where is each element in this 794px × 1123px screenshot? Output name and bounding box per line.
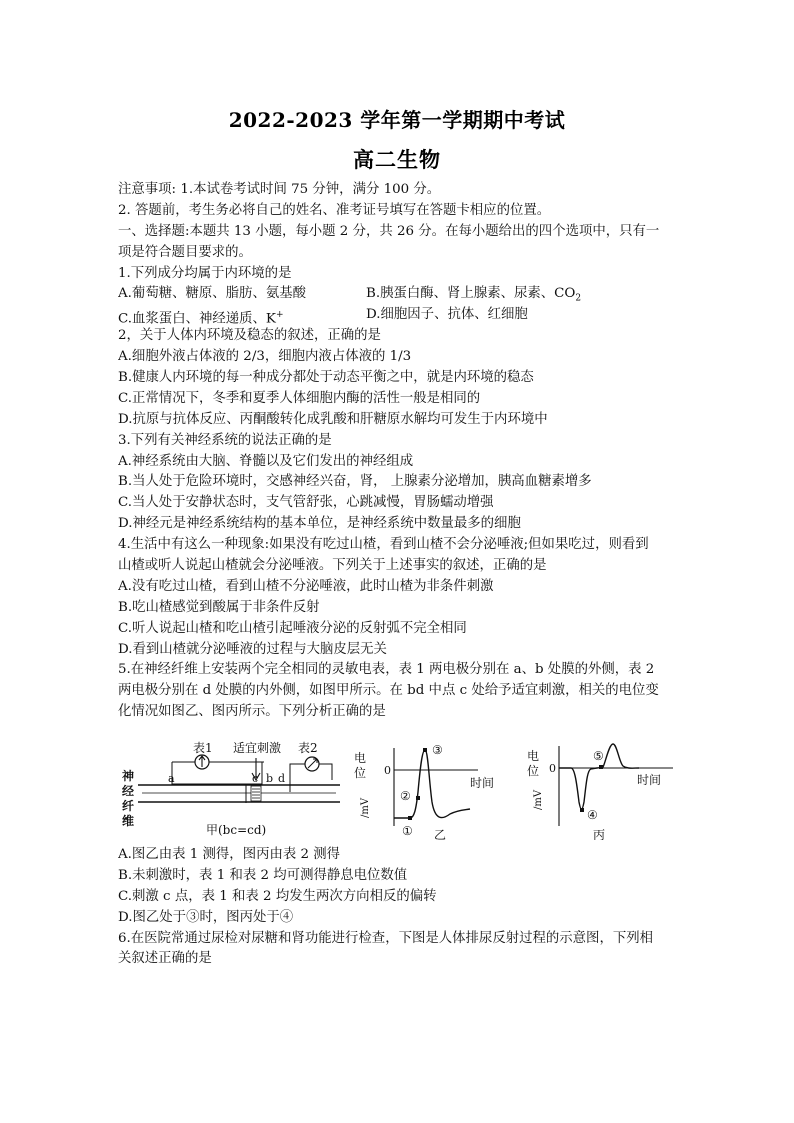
option: A.神经系统由大脑、脊髓以及它们发出的神经组成: [118, 453, 414, 469]
point-c-label: c: [252, 772, 259, 785]
option: B.未刺激时，表 1 和表 2 均可测得静息电位数值: [118, 867, 408, 883]
meter1-mask: [164, 756, 270, 764]
bing-ylabel: 位: [527, 764, 540, 778]
question-stem: 两电极分别在 d 处膜的内外侧，如图甲所示。在 bd 中点 c 处给予适宜刺激，相关的电位变: [118, 683, 659, 699]
bing-mark-5: ⑤: [593, 749, 604, 763]
section-heading: 一、选择题:本题共 13 小题，每小题 2 分，共 26 分。在每小题给出的四个选项中，只有一: [118, 223, 660, 239]
meter1-label: 表1: [193, 741, 213, 755]
yi-point-2: [416, 796, 420, 800]
yi-xlabel: 时间: [470, 776, 495, 790]
exam-body: [118, 180, 678, 723]
option: D.看到山楂就分泌唾液的过程与大脑皮层无关: [118, 641, 387, 657]
question-stem: 山楂或听人说起山楂就会分泌唾液。下列关于上述事实的叙述，正确的是: [118, 558, 547, 574]
question-stem: 6.在医院常通过尿检对尿糖和肾功能进行检查，下图是人体排尿反射过程的示意图，下列相: [118, 930, 654, 946]
yi-ylabel: 电: [354, 751, 367, 765]
option: C.正常情况下，冬季和夏季人体细胞内酶的活性一般是相同的: [118, 390, 481, 406]
figure-bing: [523, 740, 678, 840]
option: A.葡萄糖、糖原、脂肪、氨基酸: [118, 286, 307, 302]
option-row: [118, 305, 678, 326]
option: D.图乙处于③时，图丙处于④: [118, 909, 294, 925]
figure-yi-caption: 乙: [434, 828, 447, 840]
bing-ylabel: 电: [527, 749, 540, 763]
yi-point-1: [408, 816, 412, 820]
yi-mark-2: ②: [400, 789, 411, 803]
option: D.细胞因子、抗体、红细胞: [366, 307, 528, 323]
option: D.抗原与抗体反应、丙酮酸转化成乳酸和肝糖原水解均可发生于内环境中: [118, 411, 548, 427]
yi-point-3: [423, 748, 427, 752]
stimulus-label: 适宜刺激: [233, 741, 282, 755]
figure-jia: [118, 740, 343, 840]
option: D.神经元是神经系统结构的基本单位，是神经系统中数量最多的细胞: [118, 516, 521, 532]
option: C.当人处于安静状态时，支气管舒张，心跳减慢，胃肠蠕动增强: [118, 495, 494, 511]
nerve-fiber-label: 经: [122, 784, 135, 798]
meter1-leads: [172, 762, 264, 784]
figure-q5: [118, 740, 678, 840]
question-stem: 2，关于人体内环境及稳态的叙述，正确的是: [118, 328, 381, 344]
point-d-label: d: [278, 772, 286, 785]
note-line: 2. 答题前，考生务必将自己的姓名、准考证号填写在答题卡相应的位置。: [118, 202, 551, 218]
nerve-fiber-label: 纤: [122, 799, 135, 813]
section-heading: 项是符合题目要求的。: [118, 244, 252, 260]
bing-yunit: /mV: [533, 789, 544, 810]
nerve-fiber-label: 神: [122, 769, 135, 783]
question-stem: 4.生活中有这么一种现象:如果没有吃过山楂，看到山楂不会分泌唾液;但如果吃过，则看到: [118, 537, 649, 553]
option: A.细胞外液占体液的 2/3，细胞内液占体液的 1/3: [118, 349, 412, 365]
meter1-wire: [172, 762, 262, 784]
bing-mark-4: ④: [587, 808, 598, 822]
option: A.没有吃过山楂，看到山楂不分泌唾液，此时山楂为非条件刺激: [118, 578, 494, 594]
question-stem: 1.下列成分均属于内环境的是: [118, 265, 292, 281]
point-b-label: b: [266, 772, 274, 785]
bing-origin: 0: [549, 762, 556, 775]
question-stem: 关叙述正确的是: [118, 951, 212, 967]
figure-jia-caption: 甲(bc=cd): [206, 823, 267, 837]
option: C.血浆蛋白、神经递质、K+: [118, 310, 284, 327]
yi-ylabel: 位: [354, 766, 367, 780]
yi-curve: [394, 750, 470, 818]
exam-title: 2022-2023 学年第一学期期中考试: [228, 108, 566, 132]
yi-mark-3: ③: [432, 743, 443, 757]
yi-origin: 0: [384, 764, 391, 777]
option: B.胰蛋白酶、肾上腺素、尿素、$CO_2$: [366, 286, 582, 305]
figure-bing-caption: 丙: [593, 828, 606, 840]
bing-point-5: [599, 765, 603, 769]
note-line: 注意事项: 1.本试卷考试时间 75 分钟，满分 100 分。: [118, 182, 441, 197]
option: B.吃山楂感觉到酸属于非条件反射: [118, 599, 320, 615]
option-row: [118, 284, 678, 305]
bing-point-4: [580, 808, 584, 812]
option: A.图乙由表 1 测得，图丙由表 2 测得: [118, 847, 341, 862]
yi-yunit: /mV: [360, 797, 371, 818]
question-stem: 5.在神经纤维上安装两个完全相同的灵敏电表，表 1 两电极分别在 a、b 处膜的外侧，表 2: [118, 662, 655, 678]
yi-mark-1: ①: [402, 824, 413, 838]
nerve-fiber-label: 维: [122, 814, 135, 828]
bing-xlabel: 时间: [637, 773, 662, 787]
meter2-label: 表2: [298, 741, 318, 755]
question-stem: 3.下列有关神经系统的说法正确的是: [118, 432, 332, 448]
option: B.健康人内环境的每一种成分都处于动态平衡之中，就是内环境的稳态: [118, 370, 534, 386]
option: C.刺激 c 点，表 1 和表 2 均发生两次方向相反的偏转: [118, 888, 437, 904]
stimulus-site: [251, 786, 261, 801]
point-a-label: a: [168, 772, 175, 785]
subject-title: 高二生物: [353, 147, 441, 172]
question-stem: 化情况如图乙、图丙所示。下列分析正确的是: [118, 704, 386, 720]
exam-body-continued: [118, 845, 678, 970]
option: B.当人处于危险环境时，交感神经兴奋，肾， 上腺素分泌增加，胰高血糖素增多: [118, 474, 592, 490]
figure-yi: [350, 740, 520, 840]
option: C.听人说起山楂和吃山楂引起唾液分泌的反射弧不完全相同: [118, 620, 467, 636]
